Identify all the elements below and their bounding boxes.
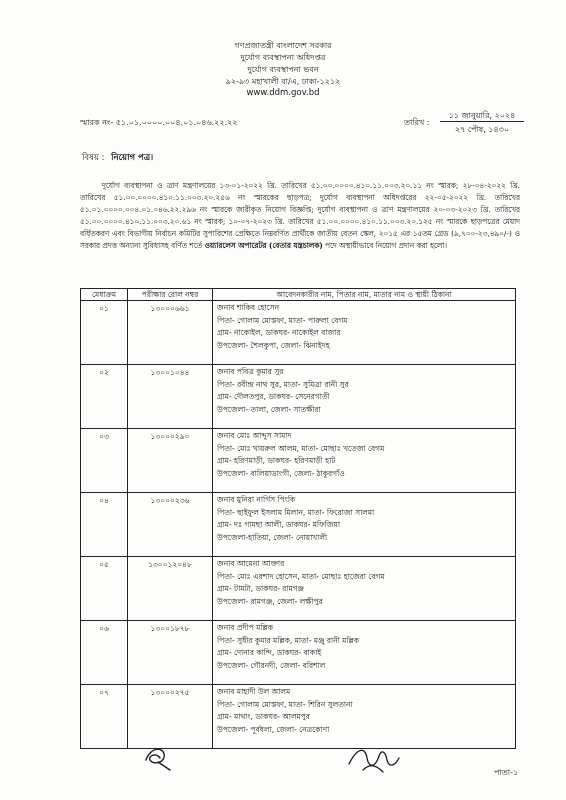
upazila: উপজেলা- রামগঞ্জ, জেলা- লক্ষীপুর <box>217 596 323 606</box>
applicant-name: জনাব মাহাদী উল আলম <box>217 687 291 696</box>
memo-number: ৫১.০১.০০০০.০০৪.০১.০৪৬.২২.২২ <box>115 118 238 127</box>
details-cell <box>213 365 516 429</box>
village: গ্রাম- মাথাং, ডাকঘর- আলমপুর <box>217 712 310 721</box>
parents: পিতা- গোলাম মোস্তফা, মাতা- পারুলা বেগম <box>217 315 348 325</box>
initial-signature <box>140 740 174 774</box>
parents: পিতা- মোঃ এরশাদ হোসেন, মাতা- মোছাঃ হাজেরা বেগম <box>217 571 385 581</box>
merit-cell: ০৫ <box>81 557 128 621</box>
roll-cell: ১৩০০১৮৭৮ <box>128 621 213 685</box>
details-cell <box>213 301 516 365</box>
roll-cell: ১৩০০০২৩৬ <box>128 493 213 557</box>
upazila: উপজেলা-হাতিয়া, জেলা- নোয়াখালী <box>217 532 328 542</box>
col-merit: মেধাক্রম <box>81 289 128 301</box>
upazila: উপজেলা- পূর্বধলা, জেলা- নেত্রকোণা <box>217 724 330 734</box>
applicant-name: জনাব মোঃ আব্দুস সামাদ <box>217 431 292 440</box>
subject-label: বিষয় : <box>82 153 105 163</box>
govt-name: গণপ্রজাতন্ত্রী বাংলাদেশ সরকার <box>234 41 332 50</box>
memo-reference <box>80 117 238 130</box>
roll-cell: ১৩০০১০৪৪ <box>128 365 213 429</box>
applicant-name: জনাব শাকিব হোসেন <box>217 303 280 312</box>
merit-cell: ০৪ <box>81 493 128 557</box>
details-cell <box>213 621 516 685</box>
roll-cell: ১৩০০১২০৪৮ <box>128 557 213 621</box>
body-text-end: পদে অস্থায়ীভাবে নিয়োগ প্রদান করা হলো। <box>325 241 448 250</box>
applicant-name: জনাব প্রদীপ মল্লিক <box>217 623 273 632</box>
details-cell <box>213 429 516 493</box>
village: গ্রাম- নাকোইল, ডাকঘর- নাকোইল বাজার <box>217 328 341 337</box>
parents: পিতা- সুধীর কুমার মল্লিক, মাতা- মঞ্জু রানী মল্লিক <box>217 635 360 645</box>
post-name: ওয়্যারলেস অপারেটর (বেতার যন্ত্রচালক) <box>204 241 323 250</box>
table-row <box>81 429 516 493</box>
applicant-name: জনাব পবিত্র কুমার সুর <box>217 367 284 376</box>
address-line: ৯২-৯৩ মহাখালী বা/এ, ঢাকা-১২১২ <box>225 77 341 86</box>
roll-cell: ১৩০০০৬৬১ <box>128 301 213 365</box>
table-row <box>81 685 516 749</box>
department-name: দুর্যোগ ব্যবস্থাপনা অধিদপ্তর <box>240 53 326 62</box>
col-roll: পরীক্ষার রোল নম্বর <box>128 289 213 301</box>
date-divider <box>440 121 524 122</box>
parents: পিতা- মোঃ খায়রুল আলম, মাতা- মোছাঃ খতেজা বেগম <box>217 443 385 453</box>
roll-cell: ১৩০০০২৭৫ <box>128 685 213 749</box>
merit-cell: ০৭ <box>81 685 128 749</box>
village: গ্রাম- টামটা, ডাকঘর- রামগঞ্জ <box>217 584 305 593</box>
table-row <box>81 557 516 621</box>
date-english: ১১ জানুয়ারি, ২০২৪ <box>448 111 516 120</box>
table-header-row <box>81 289 516 301</box>
officer-signature <box>345 738 403 778</box>
upazila: উপজেলা- বালিয়াডাংগী, জেলা- ঠাকুরগাঁও <box>217 468 345 478</box>
body-text-main: দুর্যোগ ব্যবস্থাপনা ও ত্রাণ মন্ত্রণালয়ের ১৩-০১-২০২২ খ্রি. তারিখের ৫১.০০.০০০০.৪১০.১১.০০৩.২০.১১ নং স্মারক; ২৮-০৪-২০২২ খ্রি. তারিখের ৫১.০০.০০০০.৪১০.১১.০০৩.২০.২৫৬ নং স্মারকের ছাড়পত্র; দুর্যোগ ব্যবস্থাপনা অধিদপ্তরের ২২-০৫-২০২২ খ্রি. তারিখের ৫১.০১.০০০০.০০৪.০১.০৪৬.২২.২৯৬ নং স্মারকে জারীকৃত নিয়োগ বিজ্ঞপ্তি; দুর্যোগ ব্যবস্থাপনা ও ত্রাণ মন্ত্রণালয়ের ২০-০৩-২০২৩ খ্রি. তারিখের ৫১.০০.০০০০.৪১০.১১.০০৩.২০.৬১ নং স্মারক; ১০-০৭-২০২৩ খ্রি. তারিখের ৫১.০০.০০০০.৪১০.১১.০০৩.২০.১২৫ নং স্মারকে ছাড়পত্রের মেয়াদ বর্ধিতকরণ এবং বিভাগীয় নির্বাচন কমিটির সুপারিশের প্রেক্ষিতে নিম্নবর্ণিত প্রার্থীকে জাতীয় বেতন স্কেল, ২০১৫ এর ১৫তম গ্রেড (৯,৭০০-২৩,৪৯০/-) ও সরকার প্রদত্ত অন্যান্য সুবিধাসহ বর্ণিত শর্তে <box>80 181 520 250</box>
details-cell <box>213 557 516 621</box>
roll-cell: ১৩০০০২৯০ <box>128 429 213 493</box>
village: গ্রাম- দঃ গামছা আলী, ডাকঘর- মফিজিয়া <box>217 520 341 529</box>
subject-text: নিয়োগ পত্র। <box>111 153 154 163</box>
subject-line <box>82 151 153 165</box>
applicant-name: জনাব আমেনা আক্তার <box>217 559 285 568</box>
date-bangla: ২৭ পৌষ, ১৪৩০ <box>454 125 510 134</box>
upazila: উপজেলা- শৈলকুপা, জেলা- ঝিনাইদহ <box>217 340 330 350</box>
table-row <box>81 621 516 685</box>
village: গ্রাম- হরিণমাড়ী, ডাকঘর- হরিণমাড়ী হাট <box>217 456 336 465</box>
parents: পিতা- গোলাম মোস্তফা, মাতা- শিরিন সুলতানা <box>217 699 353 709</box>
merit-cell: ০৩ <box>81 429 128 493</box>
table-row <box>81 365 516 429</box>
details-cell <box>213 493 516 557</box>
parents: পিতা- রবীন্দ্র নাথ সুর, মাতা- সুমিত্রা রানী সুর <box>217 379 349 389</box>
table-row <box>81 301 516 365</box>
upazila: উপজেলা- গৌরনদী, জেলা- বরিশাল <box>217 660 326 670</box>
upazila: উপজেলা- তালা, জেলা- সাতক্ষীরা <box>217 404 321 414</box>
parents: পিতা- ছাইফুল ইসলাম মিলান, মাতা- ফিরোজা সালমা <box>217 507 375 517</box>
merit-cell: ০১ <box>81 301 128 365</box>
village: গ্রাম- দৌলতপুর, ডাকঘর- সেনেরগাতী <box>217 392 330 401</box>
merit-cell: ০২ <box>81 365 128 429</box>
date-label: তারিখ : <box>404 118 430 127</box>
appointee-table <box>80 288 516 749</box>
merit-cell: ০৬ <box>81 621 128 685</box>
col-details: আবেদনকারীর নাম, পিতার নাম, মাতার নাম ও স্থায়ী ঠিকানা <box>213 289 516 301</box>
website-link[interactable]: www.ddm.gov.bd <box>246 88 320 98</box>
table-row <box>81 493 516 557</box>
village: গ্রাম- দোনার কান্দি, ডাকঘর- বাকাই <box>217 648 322 657</box>
applicant-name: জনাব মুনিরা নার্গিস পিংকি <box>217 495 296 504</box>
memo-label: স্মারক নং- <box>80 118 114 127</box>
building-name: দুর্যোগ ব্যবস্থাপনা ভবন <box>247 65 319 74</box>
body-paragraph <box>80 180 520 252</box>
page-number: পাতা-১ <box>494 768 519 777</box>
